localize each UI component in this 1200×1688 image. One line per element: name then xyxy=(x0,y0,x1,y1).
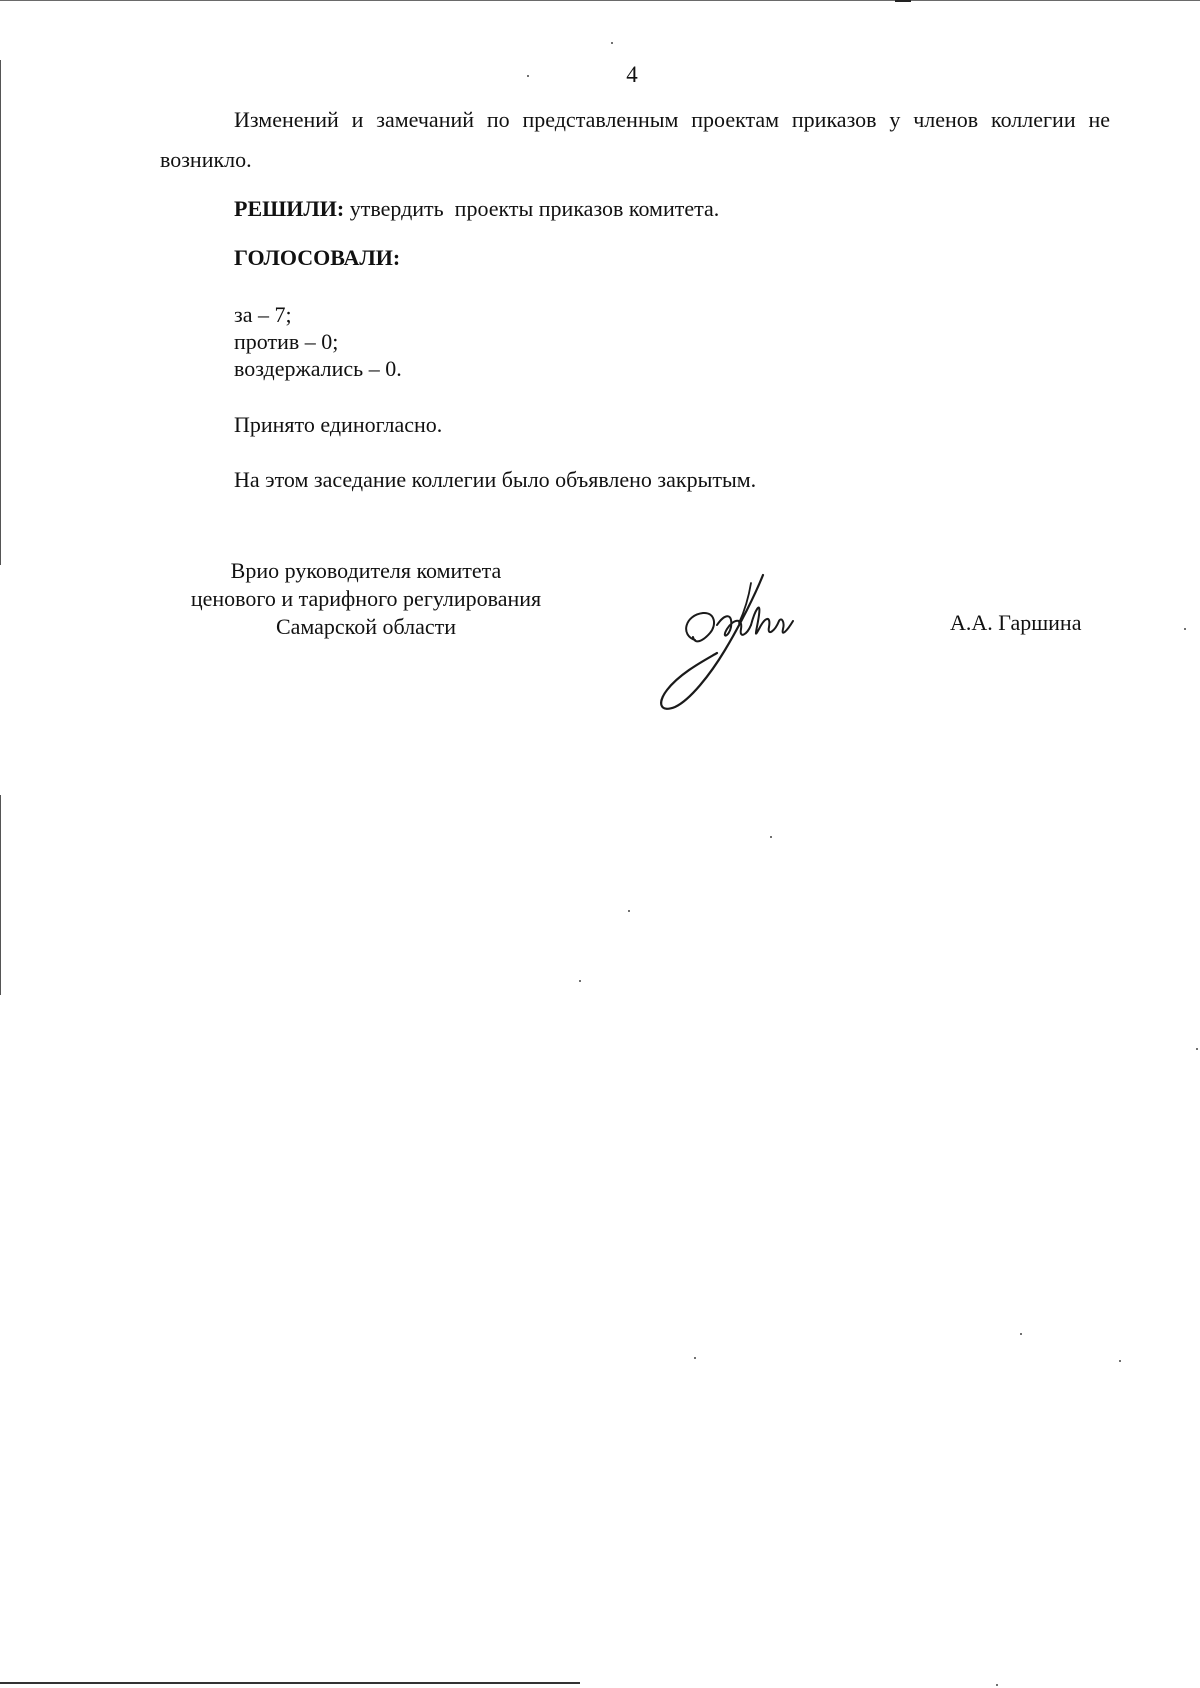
scan-speck xyxy=(770,836,772,838)
scan-speck xyxy=(1020,1333,1022,1335)
paragraph-unanimous: Принято единогласно. xyxy=(234,412,443,437)
vote-abstained: воздержались – 0. xyxy=(234,356,402,381)
page-number: 4 xyxy=(626,62,638,87)
scan-edge-bottom xyxy=(0,1682,580,1684)
scan-speck xyxy=(1119,1360,1121,1362)
scan-speck xyxy=(694,1357,696,1359)
scan-edge-mark xyxy=(895,0,911,2)
scan-edge-left-upper xyxy=(0,60,1,565)
signer-position-line: Самарской области xyxy=(275,614,457,639)
paragraph-meeting-closed: На этом заседание коллегии было объявлено закрытым. xyxy=(234,467,757,492)
scan-speck xyxy=(579,980,581,982)
scan-edge-left-lower xyxy=(0,795,1,995)
signer-position-line: ценового и тарифного регулирования xyxy=(190,586,542,611)
handwritten-signature-icon xyxy=(655,565,820,715)
scan-edge-top xyxy=(0,0,1200,1)
paragraph-no-changes: Изменений и замечаний по представленным проектам приказов у членов коллегии не возникло. xyxy=(160,107,1110,172)
signer-position-line: Врио руководителя комитета xyxy=(230,558,502,583)
vote-results xyxy=(234,301,402,382)
scan-speck xyxy=(628,910,630,912)
decided-label: РЕШИЛИ: xyxy=(234,196,345,221)
paragraph-decided xyxy=(234,189,719,229)
vote-against: против – 0; xyxy=(234,329,339,354)
scan-speck xyxy=(1184,628,1186,630)
signer-name: А.А. Гаршина xyxy=(950,610,1082,635)
scan-speck xyxy=(996,1684,998,1686)
voted-heading: ГОЛОСОВАЛИ: xyxy=(234,245,401,270)
signer-position xyxy=(148,557,584,641)
decided-text: утвердить проекты приказов комитета. xyxy=(344,196,720,221)
scan-speck xyxy=(1196,1048,1198,1050)
scan-speck xyxy=(611,42,613,44)
vote-for: за – 7; xyxy=(234,302,292,327)
